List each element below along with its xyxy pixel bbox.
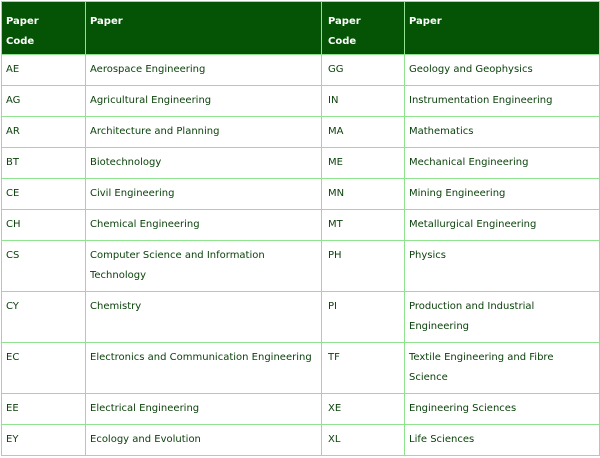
table-row (2, 292, 600, 343)
paper-name-cell: Chemical Engineering (86, 210, 322, 241)
paper-name-cell: Civil Engineering (86, 179, 322, 210)
table-row (2, 179, 600, 210)
paper-code-cell: AG (2, 86, 86, 117)
header-paper-right: Paper (405, 2, 600, 55)
paper-name-cell: Mining Engineering (405, 179, 600, 210)
paper-code-table (1, 1, 600, 456)
header-code-line2: Code (328, 36, 357, 47)
header-code-line2: Code (6, 36, 35, 47)
paper-name-cell: Textile Engineering and Fibre Science (405, 343, 600, 394)
header-code-line1: Paper (6, 16, 39, 27)
table-row (2, 148, 600, 179)
paper-name-cell: Engineering Sciences (405, 394, 600, 425)
paper-code-cell: MN (322, 179, 405, 210)
paper-code-cell: CE (2, 179, 86, 210)
paper-code-cell: ME (322, 148, 405, 179)
table-row (2, 55, 600, 86)
paper-code-cell: EC (2, 343, 86, 394)
paper-name-cell: Aerospace Engineering (86, 55, 322, 86)
paper-code-cell: EE (2, 394, 86, 425)
paper-code-cell: GG (322, 55, 405, 86)
paper-name-cell: Chemistry (86, 292, 322, 343)
paper-name-cell: Electrical Engineering (86, 394, 322, 425)
table-row (2, 86, 600, 117)
header-paper-left: Paper (86, 2, 322, 55)
paper-code-cell: MA (322, 117, 405, 148)
paper-name-cell: Architecture and Planning (86, 117, 322, 148)
table-row (2, 117, 600, 148)
paper-name-cell: Geology and Geophysics (405, 55, 600, 86)
paper-code-cell: PH (322, 241, 405, 292)
table-row (2, 394, 600, 425)
paper-name-cell: Ecology and Evolution (86, 425, 322, 456)
paper-code-cell: CY (2, 292, 86, 343)
table-row (2, 425, 600, 456)
paper-name-cell: Production and Industrial Engineering (405, 292, 600, 343)
paper-name-cell: Electronics and Communication Engineering (86, 343, 322, 394)
paper-name-cell: Mathematics (405, 117, 600, 148)
paper-code-cell: MT (322, 210, 405, 241)
paper-name-cell: Mechanical Engineering (405, 148, 600, 179)
paper-code-cell: EY (2, 425, 86, 456)
paper-name-cell: Instrumentation Engineering (405, 86, 600, 117)
header-row (2, 2, 600, 55)
paper-name-cell: Physics (405, 241, 600, 292)
header-paper-code-right (322, 2, 405, 55)
header-paper-code-left (2, 2, 86, 55)
paper-code-cell: AR (2, 117, 86, 148)
paper-code-cell: TF (322, 343, 405, 394)
paper-name-cell: Computer Science and Information Technology (86, 241, 322, 292)
paper-code-cell: CH (2, 210, 86, 241)
table-row (2, 343, 600, 394)
paper-name-cell: Biotechnology (86, 148, 322, 179)
paper-code-cell: CS (2, 241, 86, 292)
paper-name-cell: Life Sciences (405, 425, 600, 456)
table-row (2, 210, 600, 241)
paper-code-cell: XL (322, 425, 405, 456)
paper-name-cell: Metallurgical Engineering (405, 210, 600, 241)
paper-code-cell: AE (2, 55, 86, 86)
header-code-line1: Paper (328, 16, 361, 27)
paper-code-cell: XE (322, 394, 405, 425)
paper-name-cell: Agricultural Engineering (86, 86, 322, 117)
paper-code-cell: BT (2, 148, 86, 179)
paper-code-cell: PI (322, 292, 405, 343)
paper-code-cell: IN (322, 86, 405, 117)
table-row (2, 241, 600, 292)
